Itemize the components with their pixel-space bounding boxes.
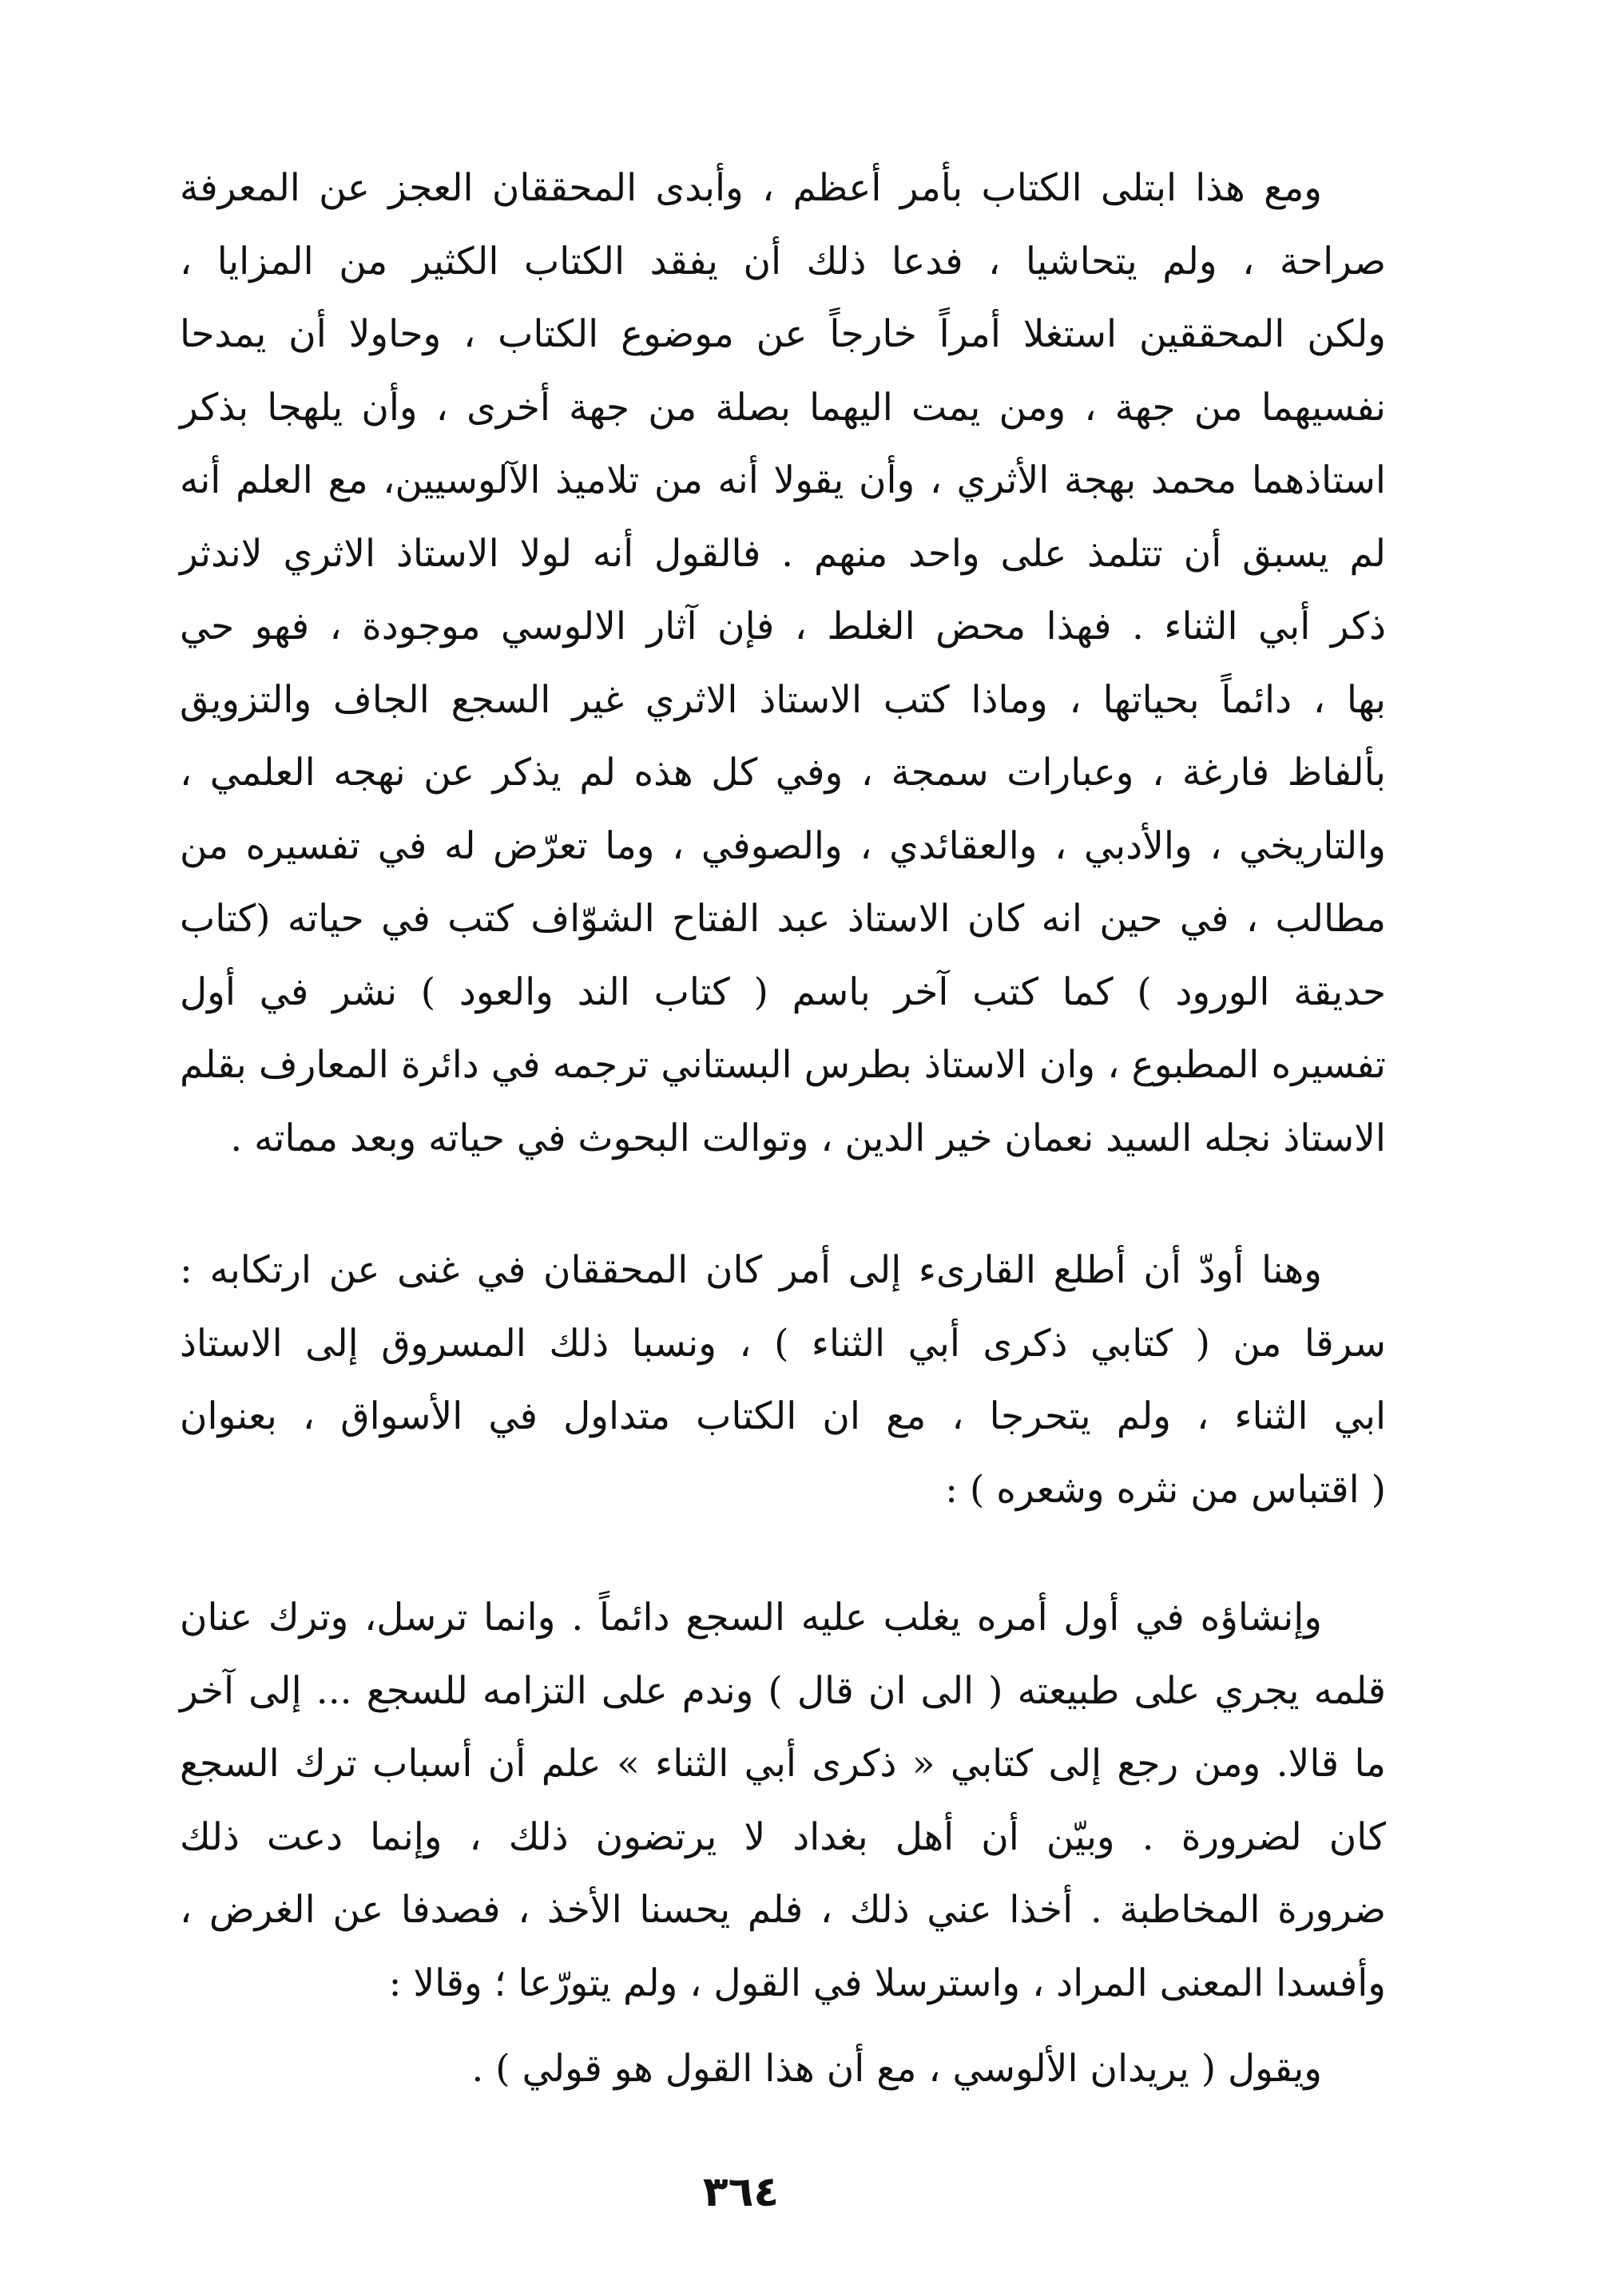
text-line: وأفسدا المعنى المراد ، واسترسلا في القول ، ولم يتورّعا ؛ وقالا :	[388, 1961, 1386, 2005]
text-line: تفسيره المطبوع ، وان الاستاذ بطرس البستاني ترجمه في دائرة المعارف بقلم	[180, 1043, 1386, 1087]
paragraph-2	[180, 1234, 1386, 1526]
text-line: ضرورة المخاطبة . أخذا عني ذلك ، فلم يحسنا الأخذ ، فصدفا عن الغرض ،	[180, 1888, 1386, 1932]
text-line: ما قالا. ومن رجع إلى كتابي « ذكرى أبي الثناء » علم أن أسباب ترك السجع	[180, 1742, 1386, 1786]
text-line: صراحة ، ولم يتحاشيا ، فدعا ذلك أن يفقد الكتاب الكثير من المزايا ،	[180, 239, 1386, 284]
text-line: لم يسبق أن تتلمذ على واحد منهم . فالقول أنه لولا الاستاذ الاثري لاندثر	[180, 531, 1386, 576]
text-line: ( اقتباس من نثره وشعره ) :	[945, 1467, 1386, 1512]
text-line: مطالب ، في حين انه كان الاستاذ عبد الفتاح الشوّاف كتب في حياته (كتاب	[180, 897, 1386, 941]
text-line: ويقول ( يريدان الألوسي ، مع أن هذا القول هو قولي ) .	[471, 2047, 1322, 2091]
text-line: ولكن المحققين استغلا أمراً خارجاً عن موضوع الكتاب ، وحاولا أن يمدحا	[180, 312, 1386, 356]
text-line: والتاريخي ، والأدبي ، والعقائدي ، والصوفي ، وما تعرّض له في تفسيره من	[180, 823, 1386, 868]
text-line: قلمه يجري على طبيعته ( الى ان قال ) وندم على التزامه للسجع ... إلى آخر	[180, 1668, 1386, 1713]
text-line: الاستاذ نجله السيد نعمان خير الدين ، وتوالت البحوث في حياته وبعد مماته .	[230, 1116, 1386, 1160]
page-number: ٣٦٤	[702, 2168, 780, 2216]
text-line: بألفاظ فارغة ، وعبارات سمجة ، وفي كل هذه لم يذكر عن نهجه العلمي ،	[180, 751, 1386, 795]
text-line: نفسيهما من جهة ، ومن يمت اليهما بصلة من جهة أخرى ، وأن يلهجا بذكر	[180, 385, 1386, 430]
text-line: ابي الثناء ، ولم يتحرجا ، مع ان الكتاب متداول في الأسواق ، بعنوان	[180, 1394, 1386, 1438]
paragraph-4	[180, 2032, 1386, 2106]
text-line: ذكر أبي الثناء . فهذا محض الغلط ، فإن آثار الالوسي موجودة ، فهو حي	[180, 605, 1386, 648]
paragraph-3	[180, 1581, 1386, 2020]
paragraph-1	[180, 152, 1386, 1175]
text-line: بها ، دائماً بحياتها ، وماذا كتب الاستاذ الاثري غير السجع الجاف والتزويق	[180, 677, 1386, 722]
text-line: حديقة الورود ) كما كتب آخر باسم ( كتاب الند والعود ) نشر في أول	[180, 970, 1386, 1014]
text-line: ومع هذا ابتلى الكتاب بأمر أعظم ، وأبدى المحققان العجز عن المعرفة	[180, 166, 1322, 210]
text-line: وهنا أودّ أن أطلع القارىء إلى أمر كان المحققان في غنى عن ارتكابه :	[180, 1248, 1322, 1292]
text-line: سرقا من ( كتابي ذكرى أبي الثناء ) ، ونسبا ذلك المسروق إلى الاستاذ	[180, 1321, 1386, 1366]
text-line: وإنشاؤه في أول أمره يغلب عليه السجع دائماً . وانما ترسل، وترك عنان	[180, 1596, 1322, 1640]
text-line: استاذهما محمد بهجة الأثري ، وأن يقولا أنه من تلاميذ الآلوسيين، مع العلم أنه	[180, 458, 1386, 502]
text-line: كان لضرورة . وبيّن أن أهل بغداد لا يرتضون ذلك ، وإنما دعت ذلك	[180, 1814, 1386, 1859]
